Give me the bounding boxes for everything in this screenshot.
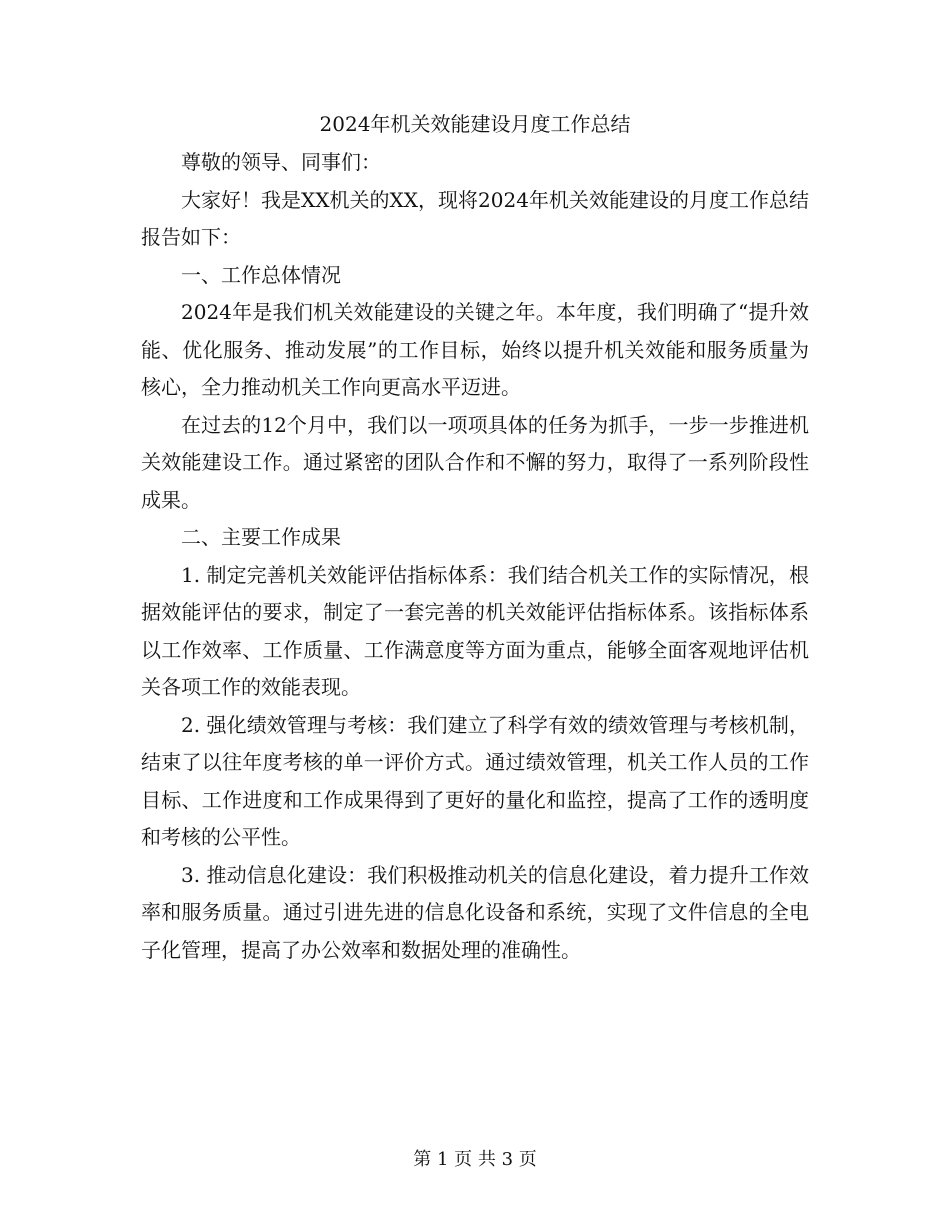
page-number-footer: 第 1 页 共 3 页 (413, 1149, 537, 1170)
document-body (141, 106, 809, 969)
achievement-item-1: 1. 制定完善机关效能评估指标体系：我们结合机关工作的实际情况，根据效能评估的要求，制定了一套完善的机关效能评估指标体系。该指标体系以工作效率、工作质量、工作满意度等方面为重点，能够全面客观地评估机关各项工作的效能表现。 (141, 562, 809, 699)
salutation: 尊敬的领导、同事们： (181, 150, 381, 174)
achievement-item-3: 3. 推动信息化建设：我们积极推动机关的信息化建设，着力提升工作效率和服务质量。通过引进先进的信息化设备和系统，实现了文件信息的全电子化管理，提高了办公效率和数据处理的准确性。 (141, 862, 809, 962)
overview-paragraph-2: 在过去的12个月中，我们以一项项具体的任务为抓手，一步一步推进机关效能建设工作。通过紧密的团队合作和不懈的努力，取得了一系列阶段性成果。 (141, 412, 809, 512)
intro-paragraph: 大家好！我是XX机关的XX，现将2024年机关效能建设的月度工作总结报告如下： (141, 187, 809, 249)
section-heading-achievements: 二、主要工作成果 (181, 525, 341, 549)
overview-paragraph-1: 2024年是我们机关效能建设的关键之年。本年度，我们明确了“提升效能、优化服务、推动发展”的工作目标，始终以提升机关效能和服务质量为核心，全力推动机关工作向更高水平迈进。 (141, 300, 809, 399)
achievement-item-2: 2. 强化绩效管理与考核：我们建立了科学有效的绩效管理与考核机制，结束了以往年度考核的单一评价方式。通过绩效管理，机关工作人员的工作目标、工作进度和工作成果得到了更好的量化和监控，提高了工作的透明度和考核的公平性。 (141, 712, 809, 849)
document-title: 2024年机关效能建设月度工作总结 (319, 112, 631, 136)
section-heading-overview: 一、工作总体情况 (181, 262, 341, 287)
